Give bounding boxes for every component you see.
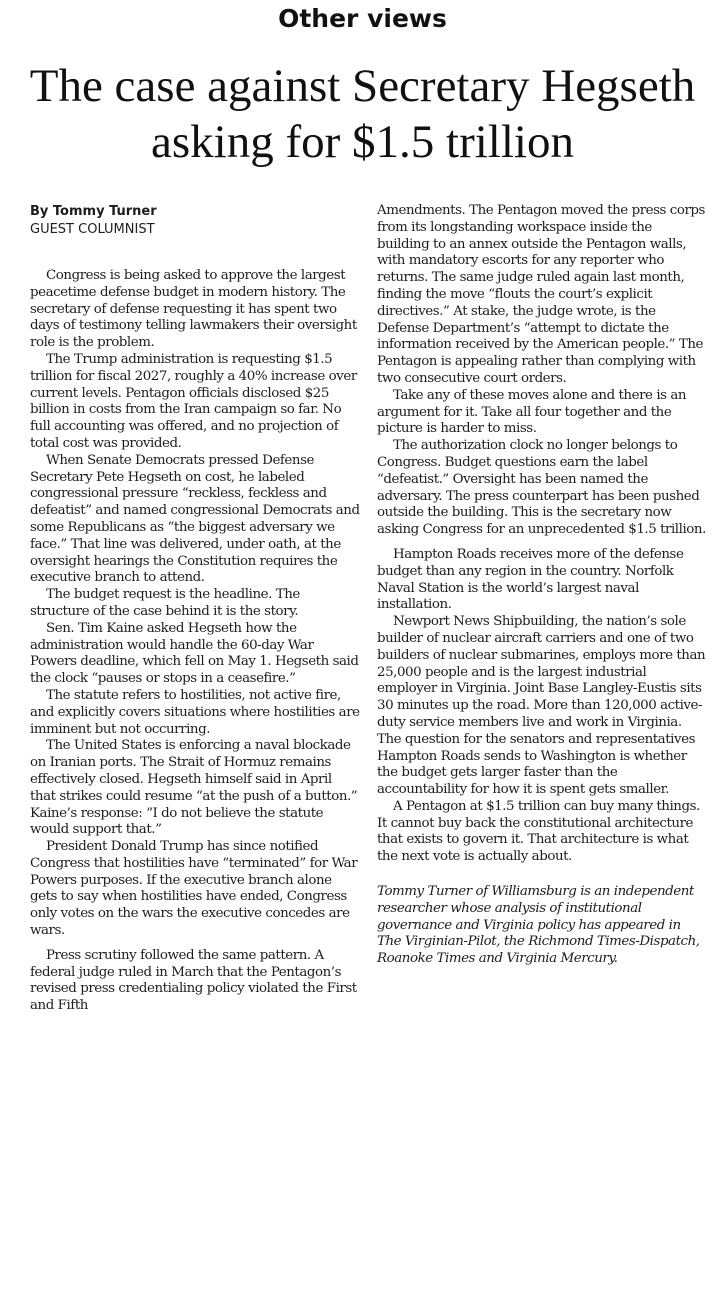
article-paragraph: The Trump administration is requesting $1.5 trillion for fiscal 2027, roughly a 40% increase over current levels. Pentagon officials disclosed $25 billion in costs from the Iran campaign so far. No full accounting was offered, and no projection of total cost was provided. xyxy=(30,351,357,451)
author-bio: Tommy Turner of Williamsburg is an independent researcher whose analysis of institutional governance and Virginia policy has appeared in The Virginian-Pilot, the Richmond Times-Dispatch, Roanoke Times and Virginia Mercury. xyxy=(377,884,700,967)
author-role: GUEST COLUMNIST xyxy=(30,222,155,237)
article-paragraph: The United States is enforcing a naval blockade on Iranian ports. The Strait of Hormuz remains effectively closed. Hegseth himself said in April that strikes could resume “at the push of a button.” Kaine’s response: “I do not believe the statute would support that.” xyxy=(30,738,358,838)
article-paragraph: Press scrutiny followed the same pattern. A federal judge ruled in March that the Pentagon’s revised press credentialing policy violated the First and Fifth xyxy=(30,947,357,1014)
article-column-left xyxy=(30,203,360,1015)
article-paragraph: The budget request is the headline. The structure of the case behind it is the story. xyxy=(30,587,300,619)
article-paragraph: A Pentagon at $1.5 trillion can buy many things. It cannot buy back the constitutional architecture that exists to govern it. That architecture is what the next vote is actually about. xyxy=(377,798,700,865)
article-paragraph: The authorization clock no longer belongs to Congress. Budget questions earn the label “defeatist.” Oversight has been named the adversary. The press counterpart has been pushed outside the building. This is the secretary now asking Congress for an unprecedented $1.5 trillion. xyxy=(377,438,706,538)
byline: By Tommy Turner xyxy=(30,204,157,219)
article-paragraph: Hampton Roads receives more of the defense budget than any region in the country. Norfolk Naval Station is the world’s largest naval installation. xyxy=(377,546,684,613)
headline: The case against Secretary Hegseth asking for $1.5 trillion xyxy=(29,60,696,168)
article-paragraph-continued: Amendments. The Pentagon moved the press corps from its longstanding workspace inside the building to an annex outside the Pentagon walls, with mandatory escorts for any reporter who returns. The same judge ruled again last month, finding the move “flouts the court’s explicit directives.” At stake, the judge wrote, is the Defense Department’s “attempt to dictate the information received by the American people.” The Pentagon is appealing rather than complying with two consecutive court orders. xyxy=(377,203,705,386)
article-paragraph: Congress is being asked to approve the largest peacetime defense budget in modern history. The secretary of defense requesting it has spent two days of testimony telling lawmakers their oversight role is the problem. xyxy=(30,268,357,351)
section-label: Other views xyxy=(278,4,447,33)
article-paragraph: When Senate Democrats pressed Defense Secretary Pete Hegseth on cost, he labeled congressional pressure “reckless, feckless and defeatist” and named congressional Democrats and some Republicans as “the biggest adversary we face.” That line was delivered, under oath, at the oversight hearings the Constitution requires the executive branch to attend. xyxy=(30,452,360,586)
article-paragraph: Newport News Shipbuilding, the nation’s sole builder of nuclear aircraft carriers and one of two builders of nuclear submarines, employs more than 25,000 people and is the largest industrial employer in Virginia. Joint Base Langley-Eustis sits 30 minutes up the road. More than 120,000 active-duty service members live and work in Virginia. The question for the senators and representatives Hampton Roads sends to Washington is whether the budget gets larger faster than the accountability for how it is spent gets smaller. xyxy=(377,614,706,798)
article-paragraph: Sen. Tim Kaine asked Hegseth how the administration would handle the 60-day War Powers deadline, which fell on May 1. Hegseth said the clock “pauses or stops in a ceasefire.” xyxy=(30,620,359,687)
article-paragraph: The statute refers to hostilities, not active fire, and explicitly covers situations where hostilities are imminent but not occurring. xyxy=(30,687,360,737)
article-paragraph: Take any of these moves alone and there is an argument for it. Take all four together and the picture is harder to miss. xyxy=(377,387,687,437)
article-column-right xyxy=(377,203,707,968)
article-paragraph: President Donald Trump has since notified Congress that hostilities have “terminated” for War Powers purposes. If the executive branch alone gets to say when hostilities have ended, Congress only votes on the wars the executive concedes are wars. xyxy=(30,839,358,939)
